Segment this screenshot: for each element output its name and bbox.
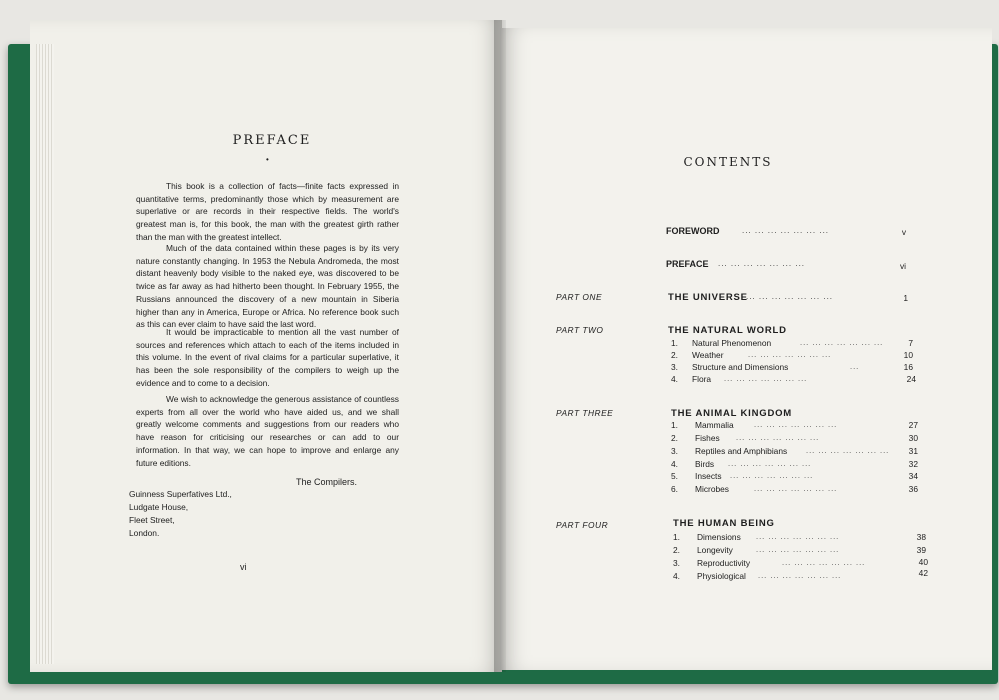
toc-item-label: Birds (695, 459, 715, 469)
toc-item-leader: ... ... ... ... ... ... ... (800, 338, 884, 347)
toc-item-leader: ... ... ... ... ... ... ... (728, 459, 812, 468)
toc-item-number: 2. (671, 433, 678, 443)
toc-item-leader: ... ... ... ... ... ... ... (754, 484, 838, 493)
toc-item-page: 31 (908, 446, 918, 456)
toc-item-leader: ... ... ... ... ... ... ... (806, 446, 890, 455)
preface-paragraph-2: Much of the data contained within these pages is by its very nature constantly changing. In 1953 the Nebula Andromeda, the most distant heavenly body visible to the naked eye, was discovered to be twice as far away as had hitherto been thought. In February 1955, the Russians announced the discovery of a new mountain in Siberia higher than any in America, Europe or Africa. No reference book such as this can ever claim to have said the last word. (136, 243, 399, 330)
toc-item-number: 2. (671, 350, 678, 360)
toc-item-leader: ... ... ... ... ... ... ... (758, 571, 842, 580)
toc-item-number: 1. (671, 338, 678, 348)
toc-item-number: 4. (671, 459, 678, 469)
toc-item-label: Dimensions (697, 532, 741, 542)
address-line: Guinness Superfatives Ltd., (129, 489, 232, 499)
address-line: London. (129, 528, 160, 538)
part-one-label: PART ONE (556, 292, 603, 302)
toc-item-number: 3. (673, 558, 680, 568)
toc-item-number: 4. (673, 571, 680, 581)
toc-item-page: 7 (908, 338, 913, 348)
toc-item-leader: ... ... ... ... ... ... ... (730, 471, 814, 480)
part-three-label: PART THREE (556, 408, 614, 418)
preface-paragraph-3: It would be impracticable to mention all the vast number of sources and references which attach to each of the items included in this volume. In the event of rival claims for a particular superlative, it has been the sole responsibility of the compilers to weigh up the evidence and to come to a decision. (136, 327, 399, 388)
foreword-entry: FOREWORD (666, 226, 720, 236)
toc-item-label: Reptiles and Amphibians (695, 446, 788, 456)
toc-item-label: Weather (692, 350, 724, 360)
toc-item-page: 10 (903, 350, 913, 360)
preface-title: PREFACE (232, 133, 312, 148)
part-two-title: THE NATURAL WORLD (668, 325, 787, 336)
toc-item-number: 1. (671, 420, 678, 430)
toc-item-leader: ... ... ... ... ... ... ... (756, 532, 840, 541)
publisher-address (129, 488, 232, 540)
address-line: Fleet Street, (129, 515, 175, 525)
part-one-page: 1 (903, 293, 908, 303)
toc-item-page: 24 (906, 374, 916, 384)
toc-item-label: Fishes (695, 433, 720, 443)
toc-item-label: Structure and Dimensions (692, 362, 789, 372)
toc-item-page: 34 (908, 471, 918, 481)
preface-signoff: The Compilers. (296, 477, 358, 487)
part-three-title: THE ANIMAL KINGDOM (671, 408, 793, 419)
toc-item-leader: ... (850, 362, 860, 371)
toc-item-number: 1. (673, 532, 680, 542)
toc-item-page: 27 (908, 420, 918, 430)
preface-leader: ... ... ... ... ... ... ... (718, 259, 806, 268)
toc-item-page: 16 (903, 362, 913, 372)
toc-item-leader: ... ... ... ... ... ... ... (782, 558, 866, 567)
toc-item-leader: ... ... ... ... ... ... ... (736, 433, 820, 442)
part-four-title: THE HUMAN BEING (673, 518, 775, 529)
toc-item-leader: ... ... ... ... ... ... ... (748, 350, 832, 359)
toc-item-leader: ... ... ... ... ... ... ... (724, 374, 808, 383)
preface-bullet: • (266, 155, 269, 164)
toc-item-label: Longevity (697, 545, 733, 555)
toc-item-label: Insects (695, 471, 722, 481)
toc-item-number: 2. (673, 545, 680, 555)
part-two-label: PART TWO (556, 325, 604, 335)
address-line: Ludgate House, (129, 502, 189, 512)
toc-item-number: 4. (671, 374, 678, 384)
toc-item-leader: ... ... ... ... ... ... ... (754, 420, 838, 429)
toc-item-label: Physiological (697, 571, 746, 581)
preface-page: vi (899, 261, 906, 271)
toc-item-page: 32 (908, 459, 918, 469)
toc-item-label: Mammalia (695, 420, 734, 430)
toc-item-page: 38 (916, 532, 926, 542)
part-one-leader: ... ... ... ... ... ... ... (746, 292, 834, 301)
toc-item-page: 30 (908, 433, 918, 443)
left-page-number: vi (240, 562, 247, 572)
foreword-leader: ... ... ... ... ... ... ... (742, 226, 830, 235)
part-one-title: THE UNIVERSE (668, 292, 748, 303)
part-four-label: PART FOUR (556, 520, 609, 530)
preface-entry: PREFACE (666, 259, 709, 269)
toc-item-page: 39 (916, 545, 926, 555)
toc-item-number: 3. (671, 362, 678, 372)
toc-item-number: 3. (671, 446, 678, 456)
toc-item-label: Microbes (695, 484, 729, 494)
toc-item-label: Reproductivity (697, 558, 751, 568)
toc-item-leader: ... ... ... ... ... ... ... (756, 545, 840, 554)
foreword-page: v (901, 227, 906, 237)
toc-item-label: Flora (692, 374, 712, 384)
book-gutter (494, 20, 506, 672)
page-edges (36, 44, 54, 664)
toc-item-page: 40 (918, 557, 928, 567)
toc-item-page: 36 (908, 484, 918, 494)
toc-item-number: 6. (671, 484, 678, 494)
preface-paragraph-4: We wish to acknowledge the generous assistance of countless experts from all over the world who have aided us, and we shall greatly welcome comments and suggestions from our readers who have reason for criticising our researches or can add to our information. In that way, we can hope to improve and enlarge any future editions. (136, 394, 399, 468)
contents-title: CONTENTS (683, 155, 773, 169)
toc-item-number: 5. (671, 471, 678, 481)
preface-paragraph-1: This book is a collection of facts—finite facts expressed in quantitative terms, predominantly those which by measurement are superlative or are records in their respective fields. The world's greatest man is, for this book, the man with the greatest girth rather than the man with the greatest intellect. (136, 181, 399, 242)
toc-item-label: Natural Phenomenon (692, 338, 772, 348)
toc-item-page: 42 (918, 568, 928, 578)
